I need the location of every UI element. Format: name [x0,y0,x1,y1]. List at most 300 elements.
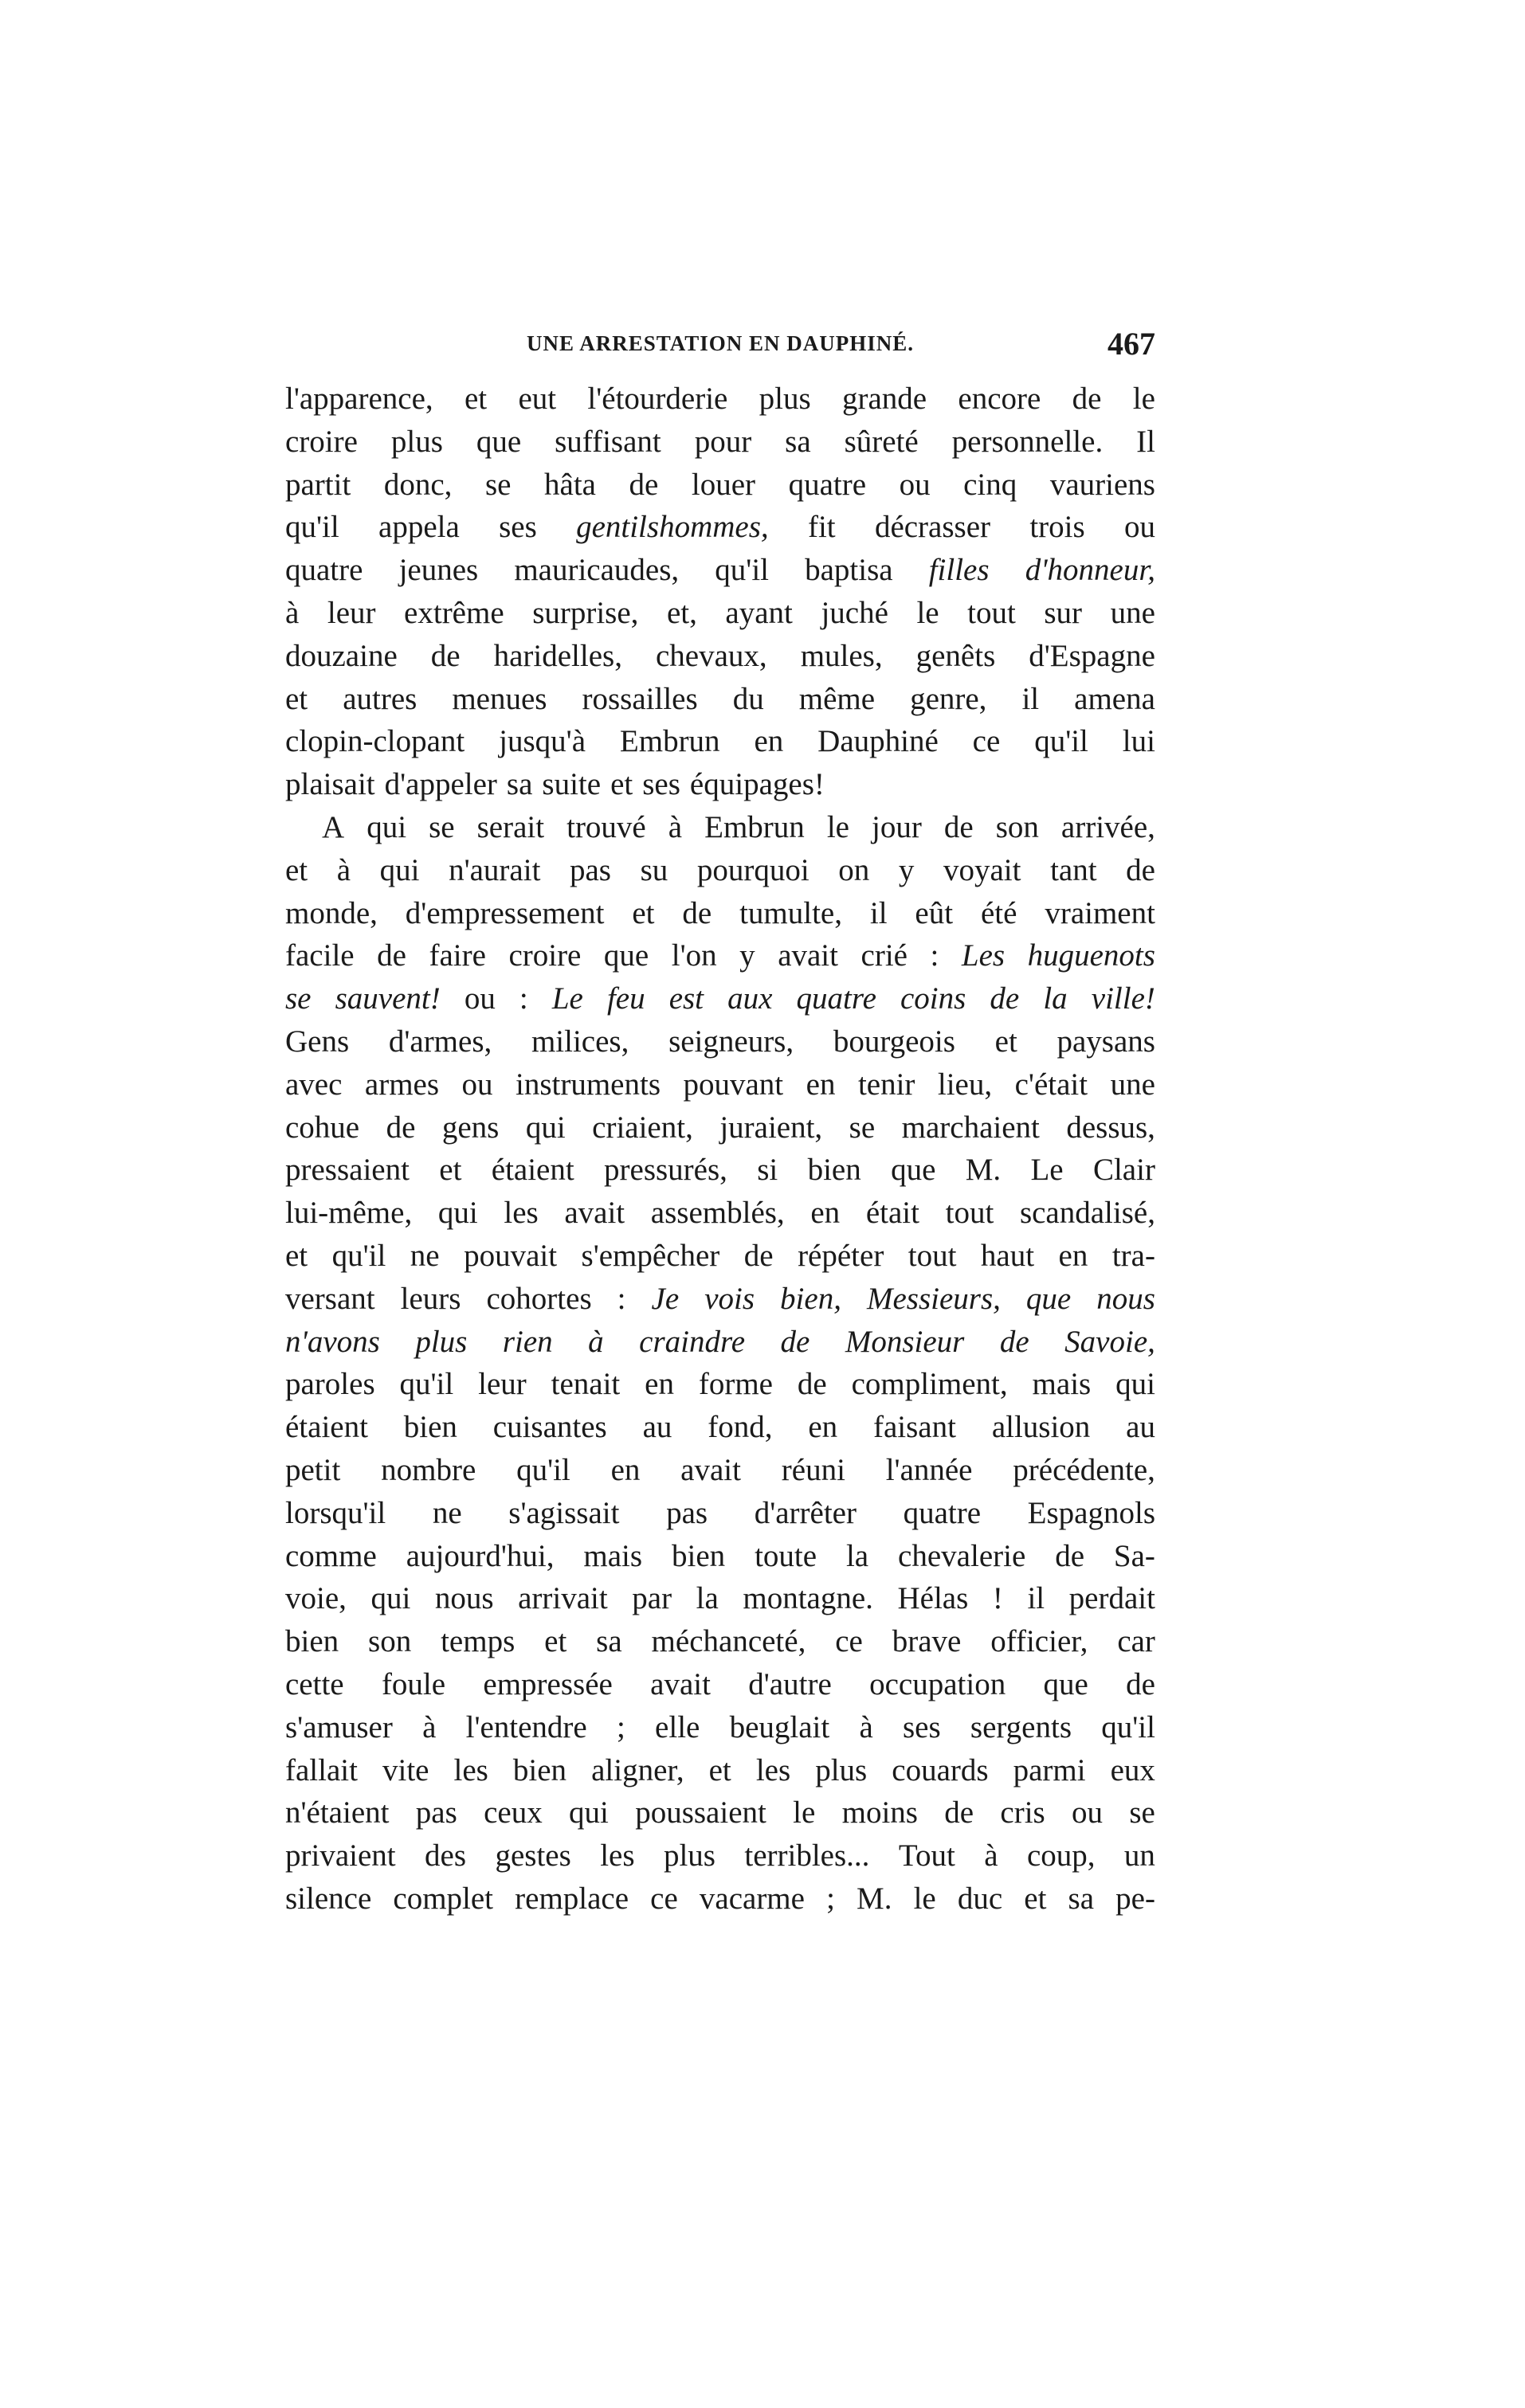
word: étaient [491,1153,574,1188]
word: à [422,1709,437,1744]
text-line [285,421,1155,464]
word: n'avons [285,1324,380,1359]
word: en [610,1452,641,1487]
word: avait [564,1196,625,1231]
word: coins [900,981,966,1016]
word: sa [785,424,811,459]
text-line [285,1535,1155,1578]
text-line [285,1706,1155,1749]
text-line [285,1749,1155,1792]
word: lui-même, [285,1196,413,1231]
word: A [322,809,345,844]
word: le [1132,382,1155,416]
word: Dauphiné [817,724,939,759]
word: qu'il [331,1238,386,1273]
word: les [600,1838,635,1874]
word: pour [694,424,752,459]
word: occupation [869,1666,1006,1701]
word: plus [663,1838,715,1874]
word: ses [903,1709,941,1744]
word: de [797,1367,827,1402]
word: milices, [531,1024,629,1059]
word: tumulte, [739,895,842,930]
word: qui [367,809,407,844]
word: sauvent! [335,981,441,1016]
word: avait [778,938,838,973]
word: pouvant [683,1067,784,1102]
word: fond, [708,1410,773,1445]
word: faire [429,938,486,973]
word: les [504,1196,539,1231]
word: Le [1030,1153,1064,1188]
word: avait [680,1452,741,1487]
word: des [425,1838,467,1874]
word: d'appeler [384,767,497,802]
word: réuni [781,1452,845,1487]
word: : [930,938,939,973]
word: craindre [639,1324,746,1359]
text-line [285,1235,1155,1278]
word: et [610,767,633,802]
word: qu'il [715,553,769,588]
word: de [990,981,1020,1016]
word: mais [1032,1367,1092,1402]
word: couards [892,1752,989,1787]
word: et [285,681,308,716]
word: eut [518,382,557,416]
word: et [1024,1881,1047,1916]
word: équipages! [689,767,825,802]
word: en [808,1410,838,1445]
word: ce [972,724,1001,759]
text-line [285,592,1155,635]
word: de [377,938,406,973]
word: la [1043,981,1068,1016]
word: privaient [285,1838,396,1874]
word: d'armes, [388,1024,492,1059]
word: eux [1110,1752,1155,1787]
word: menues [452,681,547,716]
word: arrivait [518,1581,608,1616]
word: mauricaudes, [514,553,680,588]
word: d'honneur, [1025,553,1155,588]
word: cuisantes [492,1410,607,1445]
word: faisant [873,1410,956,1445]
word: vauriens [1049,467,1155,502]
page-number: 467 [1107,326,1155,362]
word: cohue [285,1110,360,1145]
word: Monsieur [845,1324,965,1359]
text-line [285,1834,1155,1877]
word: été [980,895,1017,930]
word: on [838,852,870,887]
word: c'était [1014,1067,1088,1102]
word: compliment, [851,1367,1008,1402]
word: cohortes [486,1281,592,1316]
word: trois [1029,510,1085,545]
word: sa [596,1624,622,1659]
word: ce [835,1624,863,1659]
word: sergents [970,1709,1072,1744]
word: tra- [1111,1238,1155,1273]
word: tenait [551,1367,621,1402]
word: car [1117,1624,1155,1659]
word: décrasser [874,510,991,545]
word: qu'il [399,1367,454,1402]
text-line [285,1063,1155,1106]
word: partit [285,467,351,502]
word: même [798,681,876,716]
word: jeunes [398,553,479,588]
word: encore [958,382,1041,416]
word: et [994,1024,1017,1059]
word: et [285,852,308,887]
word: baptisa [805,553,893,588]
running-head [285,328,1155,360]
word: monde, [285,895,378,930]
word: une [1110,595,1155,630]
word: au [1126,1410,1155,1445]
word: M. [857,1881,892,1916]
text-line [285,1321,1155,1364]
text-line [285,1620,1155,1663]
word: de [1126,852,1155,887]
word: Gens [285,1024,350,1059]
word: n'étaient [285,1795,390,1830]
word: la [696,1581,719,1616]
word: suite [542,767,602,802]
word: armes [364,1067,440,1102]
word: pressaient [285,1153,410,1188]
word: assemblés, [650,1196,785,1231]
word: et [285,1238,308,1273]
word: que [1043,1666,1088,1701]
word: ville! [1091,981,1155,1016]
word: ceux [484,1795,543,1830]
text-line [285,678,1155,721]
word: pressurés, [604,1153,727,1188]
text-line [285,506,1155,549]
word: moins [841,1795,918,1830]
word: ne [432,1495,462,1530]
word: et [632,895,655,930]
word: de [1126,1666,1155,1701]
word: cette [285,1666,344,1701]
word: parmi [1013,1752,1086,1787]
word: extrême [404,595,504,630]
text-line [285,1192,1155,1235]
word: Tout [898,1838,955,1874]
word: hâta [544,467,596,502]
word: ; [616,1709,625,1744]
word: pouvait [464,1238,558,1273]
word: bien [285,1624,339,1659]
word: y [739,938,755,973]
word: se [484,467,512,502]
word: lieu, [937,1067,993,1102]
word: avec [285,1067,343,1102]
word: se [429,809,455,844]
word: complet [393,1881,494,1916]
word: haut [980,1238,1035,1273]
word: cris [1000,1795,1045,1830]
word: l'étourderie [587,382,728,416]
word: vois [704,1281,755,1316]
word: bourgeois [833,1024,955,1059]
word: bien [403,1410,457,1445]
text-line [285,806,1155,849]
text-line [285,1577,1155,1620]
word: fit [807,510,836,545]
word: que [603,938,649,973]
word: silence [285,1881,372,1916]
word: la [845,1538,869,1573]
word: : [617,1281,626,1316]
word: aux [727,981,773,1016]
word: sa [1068,1881,1095,1916]
word: qu'il [1034,724,1088,759]
word: le [826,809,849,844]
word: foule [381,1666,446,1701]
word: se [1129,1795,1155,1830]
text-line [285,934,1155,977]
word: l'entendre [465,1709,587,1744]
word: de [682,895,712,930]
word: de [943,809,974,844]
word: Sa- [1113,1538,1155,1573]
word: su [640,852,668,887]
word: méchanceté, [651,1624,806,1659]
word: quatre [285,553,363,588]
word: trouvé [566,809,646,844]
word: plus [759,382,811,416]
word: l'année [885,1452,973,1487]
word: d'autre [748,1666,832,1701]
word: crié [861,938,908,973]
word: ce [650,1881,678,1916]
word: serait [476,809,545,844]
word: : [519,981,528,1016]
word: d'empressement [405,895,605,930]
word: nous [434,1581,494,1616]
word: clopin-clopant [285,724,465,759]
word: comme [285,1538,377,1573]
word: l'on [671,938,717,973]
word: ayant [725,595,793,630]
word: tant [1050,852,1097,887]
word: les [453,1752,488,1787]
word: si [757,1153,778,1188]
word: paroles [285,1367,375,1402]
word: mules, [800,638,883,673]
word: d'arrêter [754,1495,857,1530]
word: à [285,595,300,630]
word: lorsqu'il [285,1495,386,1530]
word: pas [570,852,611,887]
word: tout [945,1196,994,1231]
word: tenir [857,1067,915,1102]
word: en [1058,1238,1088,1273]
word: que [1025,1281,1072,1316]
word: rossailles [582,681,698,716]
word: beuglait [729,1709,830,1744]
word: douzaine [285,638,398,673]
word: et [708,1752,731,1787]
word: M. [965,1153,1002,1188]
word: chevaux, [655,638,767,673]
text-line [285,464,1155,507]
word: qui [370,1581,411,1616]
word: filles [928,553,990,588]
word: n'aurait [449,852,541,887]
word: est [668,981,704,1016]
word: cinq [963,467,1017,502]
word: son [995,809,1039,844]
word: à [336,852,351,887]
word: que [476,424,522,459]
word: qu'il [1101,1709,1155,1744]
word: se [285,981,312,1016]
word: aligner, [591,1752,684,1787]
word: ; [826,1881,835,1916]
word: et, [666,595,697,630]
word: leurs [400,1281,461,1316]
word: au [642,1410,672,1445]
word: petit [285,1452,341,1487]
word: le [793,1795,816,1830]
word: criaient, [592,1110,693,1145]
word: de [1072,382,1102,416]
word: plaisait [285,767,375,802]
word: pas [415,1795,457,1830]
text-line [285,1406,1155,1449]
word: bien, [780,1281,841,1316]
word: quatre [796,981,876,1016]
word: à [859,1709,873,1744]
word: temps [441,1624,516,1659]
word: qu'il [516,1452,570,1487]
word: les [755,1752,791,1787]
word: pe- [1115,1881,1155,1916]
word: autres [343,681,418,716]
word: appela [378,510,460,545]
word: et [544,1624,567,1659]
word: de [999,1324,1029,1359]
word: instruments [516,1067,661,1102]
word: nombre [381,1452,476,1487]
word: bien [807,1153,861,1188]
word: et [464,382,488,416]
word: arrivée, [1060,809,1155,844]
word: duc [957,1881,1003,1916]
word: Je [651,1281,680,1316]
word: en [806,1067,836,1102]
word: feu [606,981,645,1016]
word: qui [379,852,420,887]
word: Savoie, [1064,1324,1155,1359]
word: rien [502,1324,553,1359]
word: juraient, [719,1110,823,1145]
body-text [285,378,1155,1921]
word: il [869,895,888,930]
word: forme [698,1367,773,1402]
word: en [810,1196,841,1231]
word: tout [967,595,1016,630]
word: à [668,809,683,844]
word: plus [815,1752,868,1787]
word: facile [285,938,355,973]
word: à [588,1324,604,1359]
word: en [754,724,784,759]
text-line [285,1492,1155,1535]
word: de [629,467,659,502]
text-line [285,549,1155,592]
word: Embrun [619,724,720,759]
word: grande [842,382,927,416]
word: dessus, [1066,1110,1155,1145]
word: Le [551,981,583,1016]
word: ou [461,1067,493,1102]
text-line [285,892,1155,935]
word: qui [569,1795,609,1830]
word: voie, [285,1581,347,1616]
word: seigneurs, [668,1024,794,1059]
text-line [285,720,1155,763]
word: étaient [285,1410,368,1445]
word: huguenots [1027,938,1155,973]
text-line [285,635,1155,678]
word: allusion [991,1410,1091,1445]
word: l'apparence, [285,382,433,416]
word: sur [1044,595,1083,630]
word: ou [1072,1795,1104,1830]
word: vite [382,1752,429,1787]
word: par [632,1581,672,1616]
word: gens [441,1110,500,1145]
word: haridelles, [493,638,622,673]
text-line [285,1877,1155,1921]
word: s'agissait [508,1495,620,1530]
word: il [1027,1581,1045,1616]
word: que [891,1153,936,1188]
word: qu'il [285,510,339,545]
word: le [916,595,939,630]
word: d'Espagne [1029,638,1155,673]
word: jour [872,809,922,844]
word: de [386,1110,416,1145]
word: de [430,638,461,673]
word: de [1055,1538,1084,1573]
text-line [285,1020,1155,1063]
word: leur [327,595,376,630]
word: bien [671,1538,726,1573]
word: chevalerie [898,1538,1026,1573]
word: toute [755,1538,817,1573]
word: poussaient [635,1795,766,1830]
word: de [780,1324,810,1359]
word: Les [961,938,1006,973]
word: fallait [285,1752,358,1787]
text-line [285,1363,1155,1406]
word: de [944,1795,974,1830]
word: se [849,1110,876,1145]
word: un [1123,1838,1155,1874]
word: ses [642,767,680,802]
word: ou [464,981,496,1016]
word: une [1110,1067,1155,1102]
word: officier, [990,1624,1088,1659]
word: vraiment [1045,895,1155,930]
